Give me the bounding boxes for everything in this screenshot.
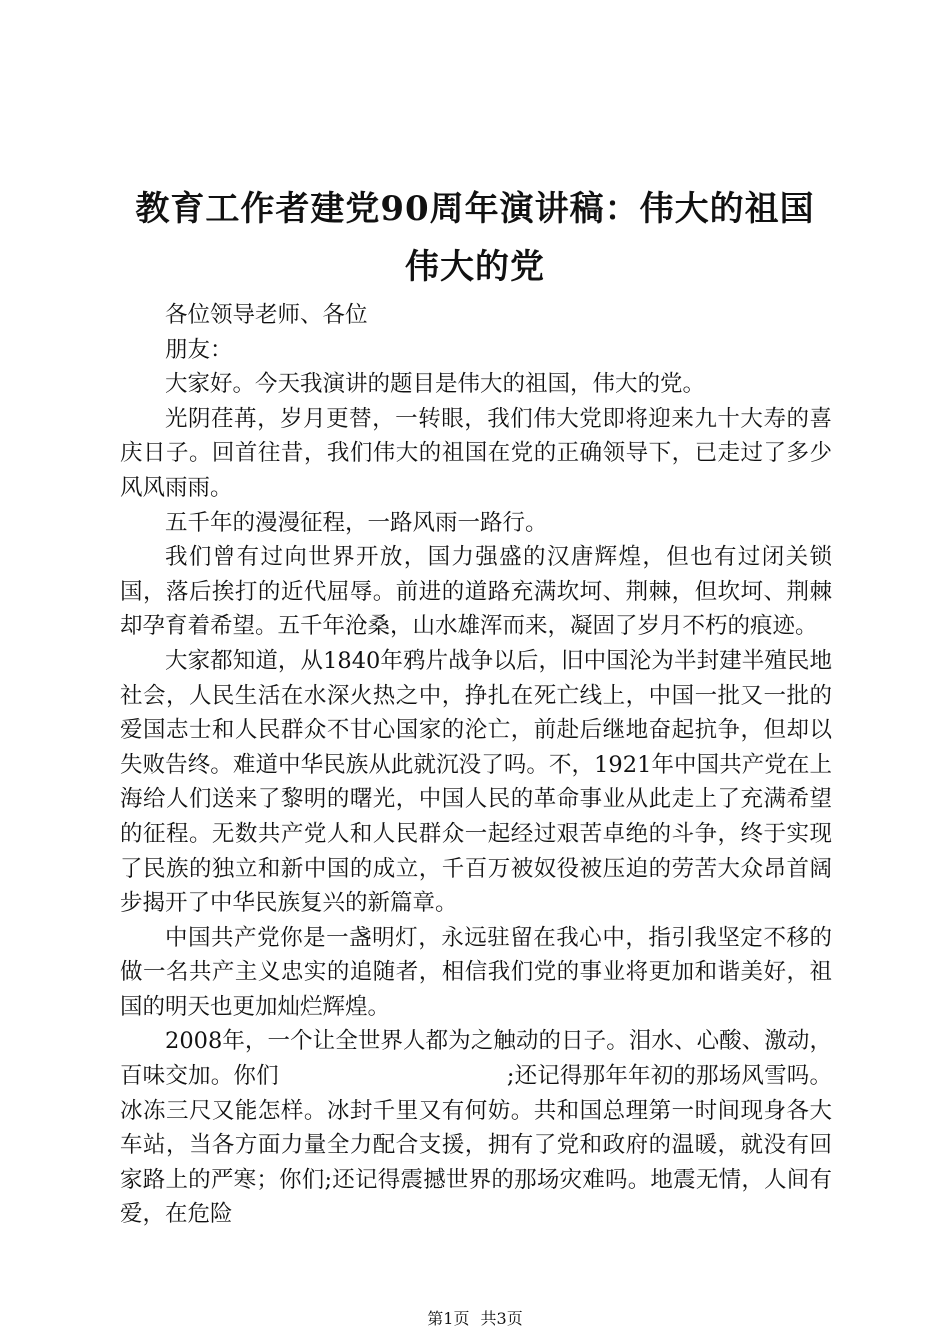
paragraph-2008	[120, 1024, 832, 1232]
paragraph-history: 我们曾有过向世界开放，国力强盛的汉唐辉煌，但也有过闭关锁国，落后挨打的近代屈辱。前进的道路充满坎坷、荆棘，但坎坷、荆棘却孕育着希望。五千年沧桑，山水雄浑而来，凝固了岁月不朽的痕迹。	[120, 544, 832, 640]
paragraph-time: 光阴荏苒，岁月更替，一转眼，我们伟大党即将迎来九十大寿的喜庆日子。回首往昔，我们伟大的祖国在党的正确领导下，已走过了多少风风雨雨。	[120, 405, 832, 501]
page-number: 第1页	[427, 1309, 470, 1328]
document-body	[120, 298, 832, 1232]
paragraph-journey: 五千年的漫漫征程，一路风雨一路行。	[165, 509, 548, 536]
salutation-line-1: 各位领导老师、各位	[165, 302, 368, 328]
paragraph-greeting: 大家好。今天我演讲的题目是伟大的祖国，伟大的党。	[165, 371, 706, 398]
title-line-1: 教育工作者建党90周年演讲稿：伟大的祖国	[135, 189, 815, 229]
page-total: 共3页	[480, 1309, 523, 1328]
page-footer	[0, 1306, 950, 1329]
paragraph-party-light: 中国共产党你是一盏明灯，永远驻留在我心中，指引我坚定不移的做一名共产主义忠实的追随者，相信我们党的事业将更加和谐美好，祖国的明天也更加灿烂辉煌。	[120, 924, 832, 1020]
paragraph-revolution: 大家都知道，从1840年鸦片战争以后，旧中国沦为半封建半殖民地社会，人民生活在水深火热之中，挣扎在死亡线上，中国一批又一批的爱国志士和人民群众不甘心国家的沦亡，前赴后继地奋起抗争，但却以失败告终。难道中华民族从此就沉没了吗。不，1921年中国共产党在上海给人们送来了黎明的曙光，中国人民的革命事业从此走上了充满希望的征程。无数共产党人和人民群众一起经过艰苦卓绝的斗争，终于实现了民族的独立和新中国的成立，千百万被奴役被压迫的劳苦大众昂首阔步揭开了中华民族复兴的新篇章。	[120, 647, 832, 917]
title-line-2: 伟大的党	[405, 247, 545, 287]
salutation-line-2: 朋友：	[165, 336, 233, 363]
document-title	[120, 180, 830, 296]
paragraph-2008-part-2: ;还记得那年年初的那场风雪吗。冰冻三尺又能怎样。冰封千里又有何妨。共和国总理第一时间现身各大车站，当各方面力量全力配合支援，拥有了党和政府的温暖，就没有回家路上的严寒；你们;还记得震撼世界的那场灾难吗。地震无情，人间有爱，在危险	[120, 1063, 832, 1228]
paragraph-2008-part-1: 2008年，一个让全世界人都为之触动的日子。泪水、心酸、激动，百味交加。你们	[120, 1028, 832, 1090]
